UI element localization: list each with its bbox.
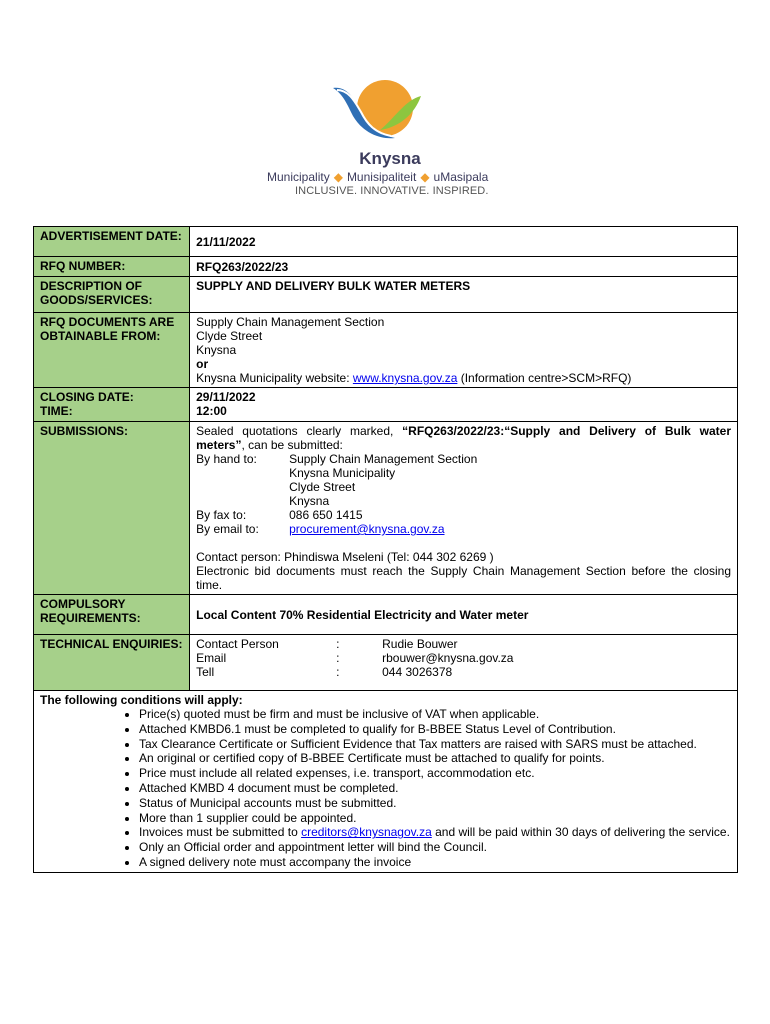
documents-line: Clyde Street	[196, 329, 263, 343]
address-line: Clyde Street	[289, 480, 356, 494]
technical-contact-grid	[196, 637, 731, 679]
address-line: Knysna	[289, 494, 330, 508]
lang-1: Municipality	[267, 170, 330, 184]
list-item: • Price must include all related expenses, i.e. transport, accommodation etc.	[139, 766, 731, 781]
brand-languages	[267, 170, 488, 184]
compulsory-value: Local Content 70% Residential Electricity and Water meter	[190, 595, 738, 635]
by-email-label: By email to:	[196, 522, 259, 536]
tech-value: Rudie Bouwer	[382, 637, 458, 651]
submissions-intro	[196, 424, 731, 452]
website-prefix: Knysna Municipality website:	[196, 371, 353, 385]
documents-line: Supply Chain Management Section	[196, 315, 385, 329]
lang-2: Munisipaliteit	[346, 170, 417, 184]
website-suffix: (Information centre>SCM>RFQ)	[457, 371, 632, 385]
documents-line: Knysna	[196, 343, 237, 357]
list-item: • More than 1 supplier could be appointed.	[139, 811, 731, 826]
by-hand-address	[289, 452, 731, 508]
closing-label	[34, 388, 190, 422]
documents-label: RFQ DOCUMENTS ARE OBTAINABLE FROM:	[34, 313, 190, 388]
list-item: • Attached KMBD 4 document must be completed.	[139, 781, 731, 796]
documents-value	[190, 313, 738, 388]
closing-date-value: 29/11/2022	[196, 390, 256, 404]
creditors-email-link[interactable]: creditors@knysnagov.za	[301, 825, 432, 840]
address-line: Knysna Municipality	[289, 466, 396, 480]
invoice-prefix: Invoices must be submitted to	[139, 825, 302, 840]
rfq-number-label: RFQ NUMBER:	[34, 257, 190, 277]
knysna-emblem-icon	[325, 78, 445, 148]
tech-key: Contact Person	[196, 637, 279, 651]
contact-person: Contact person: Phindiswa Mseleni (Tel: 044 302 6269 )	[196, 550, 494, 564]
submissions-value	[190, 422, 738, 595]
list-item: • An original or certified copy of B-BBEE Certificate must be attached to qualify for points.	[139, 751, 731, 766]
advertisement-table	[33, 226, 738, 873]
intro-rfq-title: “RFQ263/2022/23:“Supply and Delivery of Bulk water meters”	[196, 424, 731, 452]
submissions-label: SUBMISSIONS:	[34, 422, 190, 595]
list-item: • Status of Municipal accounts must be submitted.	[139, 796, 731, 811]
list-item: • Attached KMBD6.1 must be completed to qualify for B-BBEE Status Level of Contribution.	[139, 722, 731, 737]
tech-key: Email	[196, 651, 227, 665]
tech-sep: :	[336, 637, 340, 651]
closing-value	[190, 388, 738, 422]
technical-value	[190, 635, 738, 691]
by-hand-label: By hand to:	[196, 452, 257, 466]
brand-name: Knysna	[359, 149, 421, 168]
tech-sep: :	[336, 651, 340, 665]
documents-or: or	[196, 357, 209, 371]
list-item: • Price(s) quoted must be firm and must be inclusive of VAT when applicable.	[139, 707, 731, 722]
tech-sep: :	[336, 665, 340, 679]
advertisement-date-label: ADVERTISEMENT DATE:	[34, 227, 190, 257]
closing-time-value: 12:00	[196, 404, 227, 418]
diamond-icon: ◆	[420, 170, 430, 184]
closing-date-label: CLOSING DATE:	[40, 390, 134, 404]
closing-time-label: TIME:	[40, 404, 73, 418]
intro-suffix: , can be submitted:	[241, 438, 343, 452]
invoice-suffix: and will be paid within 30 days of delivering the service.	[431, 825, 730, 840]
documents-website-line	[196, 371, 731, 385]
compulsory-label: COMPULSORY REQUIREMENTS:	[34, 595, 190, 635]
lang-3: uMasipala	[433, 170, 489, 184]
by-fax-value: 086 650 1415	[289, 508, 363, 522]
by-fax-label: By fax to:	[196, 508, 247, 522]
address-line: Supply Chain Management Section	[289, 452, 478, 466]
diamond-icon: ◆	[333, 170, 343, 184]
list-item: • A signed delivery note must accompany the invoice	[139, 855, 731, 870]
conditions-list	[40, 707, 731, 870]
advertisement-date-value: 21/11/2022	[190, 227, 738, 257]
technical-label: TECHNICAL ENQUIRIES:	[34, 635, 190, 691]
rfq-number-value: RFQ263/2022/23	[190, 257, 738, 277]
tech-key: Tell	[196, 665, 215, 679]
intro-prefix: Sealed quotations clearly marked,	[196, 424, 403, 438]
conditions-cell	[34, 691, 738, 873]
by-hand-block	[196, 452, 731, 536]
description-label: DESCRIPTION OF GOODS/SERVICES:	[34, 277, 190, 313]
list-item	[139, 825, 731, 840]
procurement-email-link[interactable]: procurement@knysna.gov.za	[289, 522, 445, 536]
conditions-heading: The following conditions will apply:	[40, 693, 243, 707]
list-item: • Tax Clearance Certificate or Sufficient Evidence that Tax matters are raised with SARS must be attached.	[139, 737, 731, 752]
tech-value: rbouwer@knysna.gov.za	[382, 651, 514, 665]
description-value: SUPPLY AND DELIVERY BULK WATER METERS	[190, 277, 738, 313]
list-item: • Only an Official order and appointment letter will bind the Council.	[139, 840, 731, 855]
electronic-bid-note: Electronic bid documents must reach the Supply Chain Management Section before the closing time.	[196, 564, 731, 592]
brand-tagline: INCLUSIVE. INNOVATIVE. INSPIRED.	[295, 185, 489, 197]
website-link[interactable]: www.knysna.gov.za	[352, 371, 458, 385]
tech-value: 044 3026378	[382, 665, 453, 679]
